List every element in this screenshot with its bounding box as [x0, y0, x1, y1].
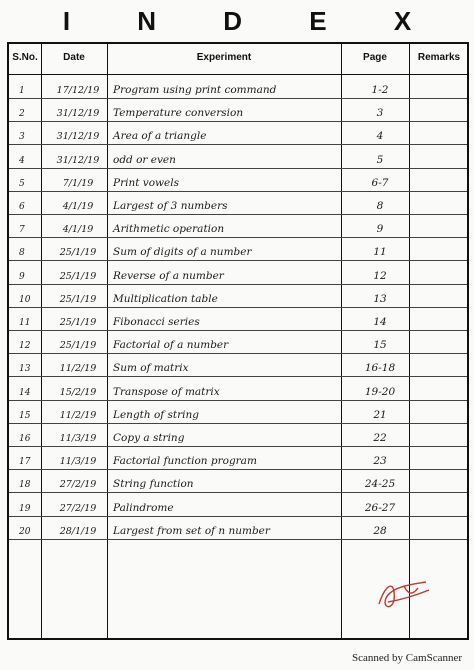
- table-row: [9, 122, 467, 145]
- table-row: [9, 378, 467, 401]
- cell-sno: 5: [19, 178, 25, 189]
- cell-sno: 14: [19, 387, 31, 398]
- table-row: [9, 215, 467, 238]
- cell-date: 25/1/19: [59, 247, 97, 259]
- table-row: [9, 470, 467, 493]
- cell-date: 27/2/19: [59, 502, 97, 514]
- table-row: [9, 447, 467, 470]
- cell-date: 31/12/19: [56, 154, 100, 166]
- cell-page: 12: [373, 269, 387, 282]
- cell-experiment: Fibonacci series: [113, 316, 200, 328]
- header-page: Page: [363, 52, 387, 63]
- row-rule: [9, 539, 467, 540]
- cell-page: 11: [373, 246, 387, 259]
- header-divider: [9, 74, 467, 75]
- cell-experiment: Copy a string: [113, 432, 185, 444]
- cell-date: 25/1/19: [59, 317, 97, 328]
- table-row: [9, 76, 467, 99]
- cell-page: 26-27: [364, 501, 396, 514]
- cell-experiment: Palindrome: [113, 501, 174, 514]
- header-remarks: Remarks: [417, 52, 461, 63]
- cell-page: 4: [376, 130, 384, 143]
- cell-date: 28/1/19: [59, 525, 97, 537]
- cell-sno: 1: [19, 86, 25, 96]
- cell-page: 8: [376, 200, 384, 212]
- cell-date: 25/1/19: [59, 293, 97, 305]
- cell-page: 13: [373, 292, 387, 305]
- cell-date: 31/12/19: [56, 131, 100, 143]
- cell-page: 14: [373, 316, 387, 328]
- table-row: [9, 262, 467, 285]
- cell-sno: 17: [19, 457, 31, 468]
- cell-sno: 3: [19, 132, 25, 143]
- table-row: [9, 99, 467, 122]
- table-row: [9, 424, 467, 447]
- cell-sno: 10: [19, 294, 31, 305]
- cell-sno: 2: [19, 109, 25, 120]
- cell-page: 23: [373, 455, 387, 468]
- cell-page: 28: [373, 524, 387, 537]
- cell-sno: 8: [19, 248, 25, 259]
- cell-page: 5: [376, 153, 384, 166]
- cell-date: 25/1/19: [59, 340, 97, 352]
- cell-experiment: Reverse of a number: [113, 269, 224, 282]
- cell-experiment: Length of string: [113, 408, 200, 421]
- cell-page: 16-18: [364, 362, 396, 375]
- scanner-watermark: Scanned by CamScanner: [352, 652, 462, 664]
- table-row: [9, 192, 467, 215]
- table-row: [9, 354, 467, 377]
- cell-sno: 19: [19, 503, 31, 514]
- cell-sno: 11: [19, 318, 31, 328]
- header-sno: S.No.: [12, 52, 38, 63]
- table-row: [9, 238, 467, 261]
- page-title: I N D E X: [62, 6, 442, 36]
- cell-date: 4/1/19: [62, 201, 94, 212]
- cell-sno: 9: [19, 271, 25, 282]
- cell-date: 4/1/19: [62, 224, 94, 236]
- cell-sno: 15: [19, 410, 31, 421]
- cell-sno: 7: [19, 225, 25, 236]
- signature: [374, 574, 434, 614]
- cell-date: 7/1/19: [62, 177, 94, 189]
- cell-page: 1-2: [371, 84, 389, 96]
- cell-experiment: Print vowels: [113, 176, 179, 189]
- cell-date: 15/2/19: [59, 386, 97, 398]
- table-row: [9, 494, 467, 517]
- cell-experiment: Largest of 3 numbers: [113, 200, 228, 212]
- cell-date: 17/12/19: [56, 85, 100, 96]
- cell-date: 27/2/19: [59, 479, 97, 491]
- cell-sno: 18: [19, 480, 31, 491]
- cell-sno: 16: [19, 434, 31, 444]
- table-row: [9, 401, 467, 424]
- table-row: [9, 517, 467, 540]
- cell-sno: 4: [19, 155, 25, 166]
- cell-page: 21: [373, 408, 387, 421]
- cell-experiment: Multiplication table: [113, 292, 218, 305]
- cell-experiment: Largest from set of n number: [113, 524, 270, 537]
- cell-experiment: Factorial function program: [113, 455, 257, 468]
- cell-experiment: Arithmetic operation: [113, 223, 225, 236]
- cell-page: 3: [376, 107, 384, 120]
- cell-experiment: odd or even: [113, 153, 176, 166]
- cell-page: 9: [376, 223, 384, 236]
- cell-experiment: Transpose of matrix: [113, 385, 220, 398]
- table-row: [9, 308, 467, 331]
- cell-date: 11/2/19: [59, 363, 97, 375]
- cell-page: 15: [373, 339, 387, 352]
- cell-sno: 12: [19, 341, 31, 352]
- table-row: [9, 331, 467, 354]
- cell-experiment: Sum of digits of a number: [113, 246, 252, 259]
- cell-page: 22: [373, 432, 387, 444]
- header-experiment: Experiment: [196, 52, 252, 63]
- cell-experiment: Factorial of a number: [113, 339, 229, 352]
- cell-date: 25/1/19: [59, 270, 97, 282]
- header-date: Date: [63, 52, 85, 63]
- cell-sno: 6: [19, 202, 25, 212]
- cell-experiment: Sum of matrix: [113, 362, 189, 375]
- cell-date: 31/12/19: [56, 108, 100, 120]
- cell-experiment: Program using print command: [113, 84, 277, 96]
- index-table: [7, 42, 469, 640]
- cell-page: 24-25: [364, 478, 396, 491]
- cell-experiment: Area of a triangle: [113, 130, 207, 143]
- cell-date: 11/2/19: [59, 409, 97, 421]
- cell-date: 11/3/19: [59, 456, 97, 468]
- table-row: [9, 285, 467, 308]
- cell-experiment: Temperature conversion: [113, 107, 244, 120]
- cell-date: 11/3/19: [59, 433, 97, 444]
- table-row: [9, 146, 467, 169]
- cell-sno: 13: [19, 364, 31, 375]
- cell-page: 19-20: [364, 385, 396, 398]
- cell-page: 6-7: [371, 176, 389, 189]
- cell-sno: 20: [19, 526, 31, 537]
- cell-experiment: String function: [113, 478, 194, 491]
- table-row: [9, 169, 467, 192]
